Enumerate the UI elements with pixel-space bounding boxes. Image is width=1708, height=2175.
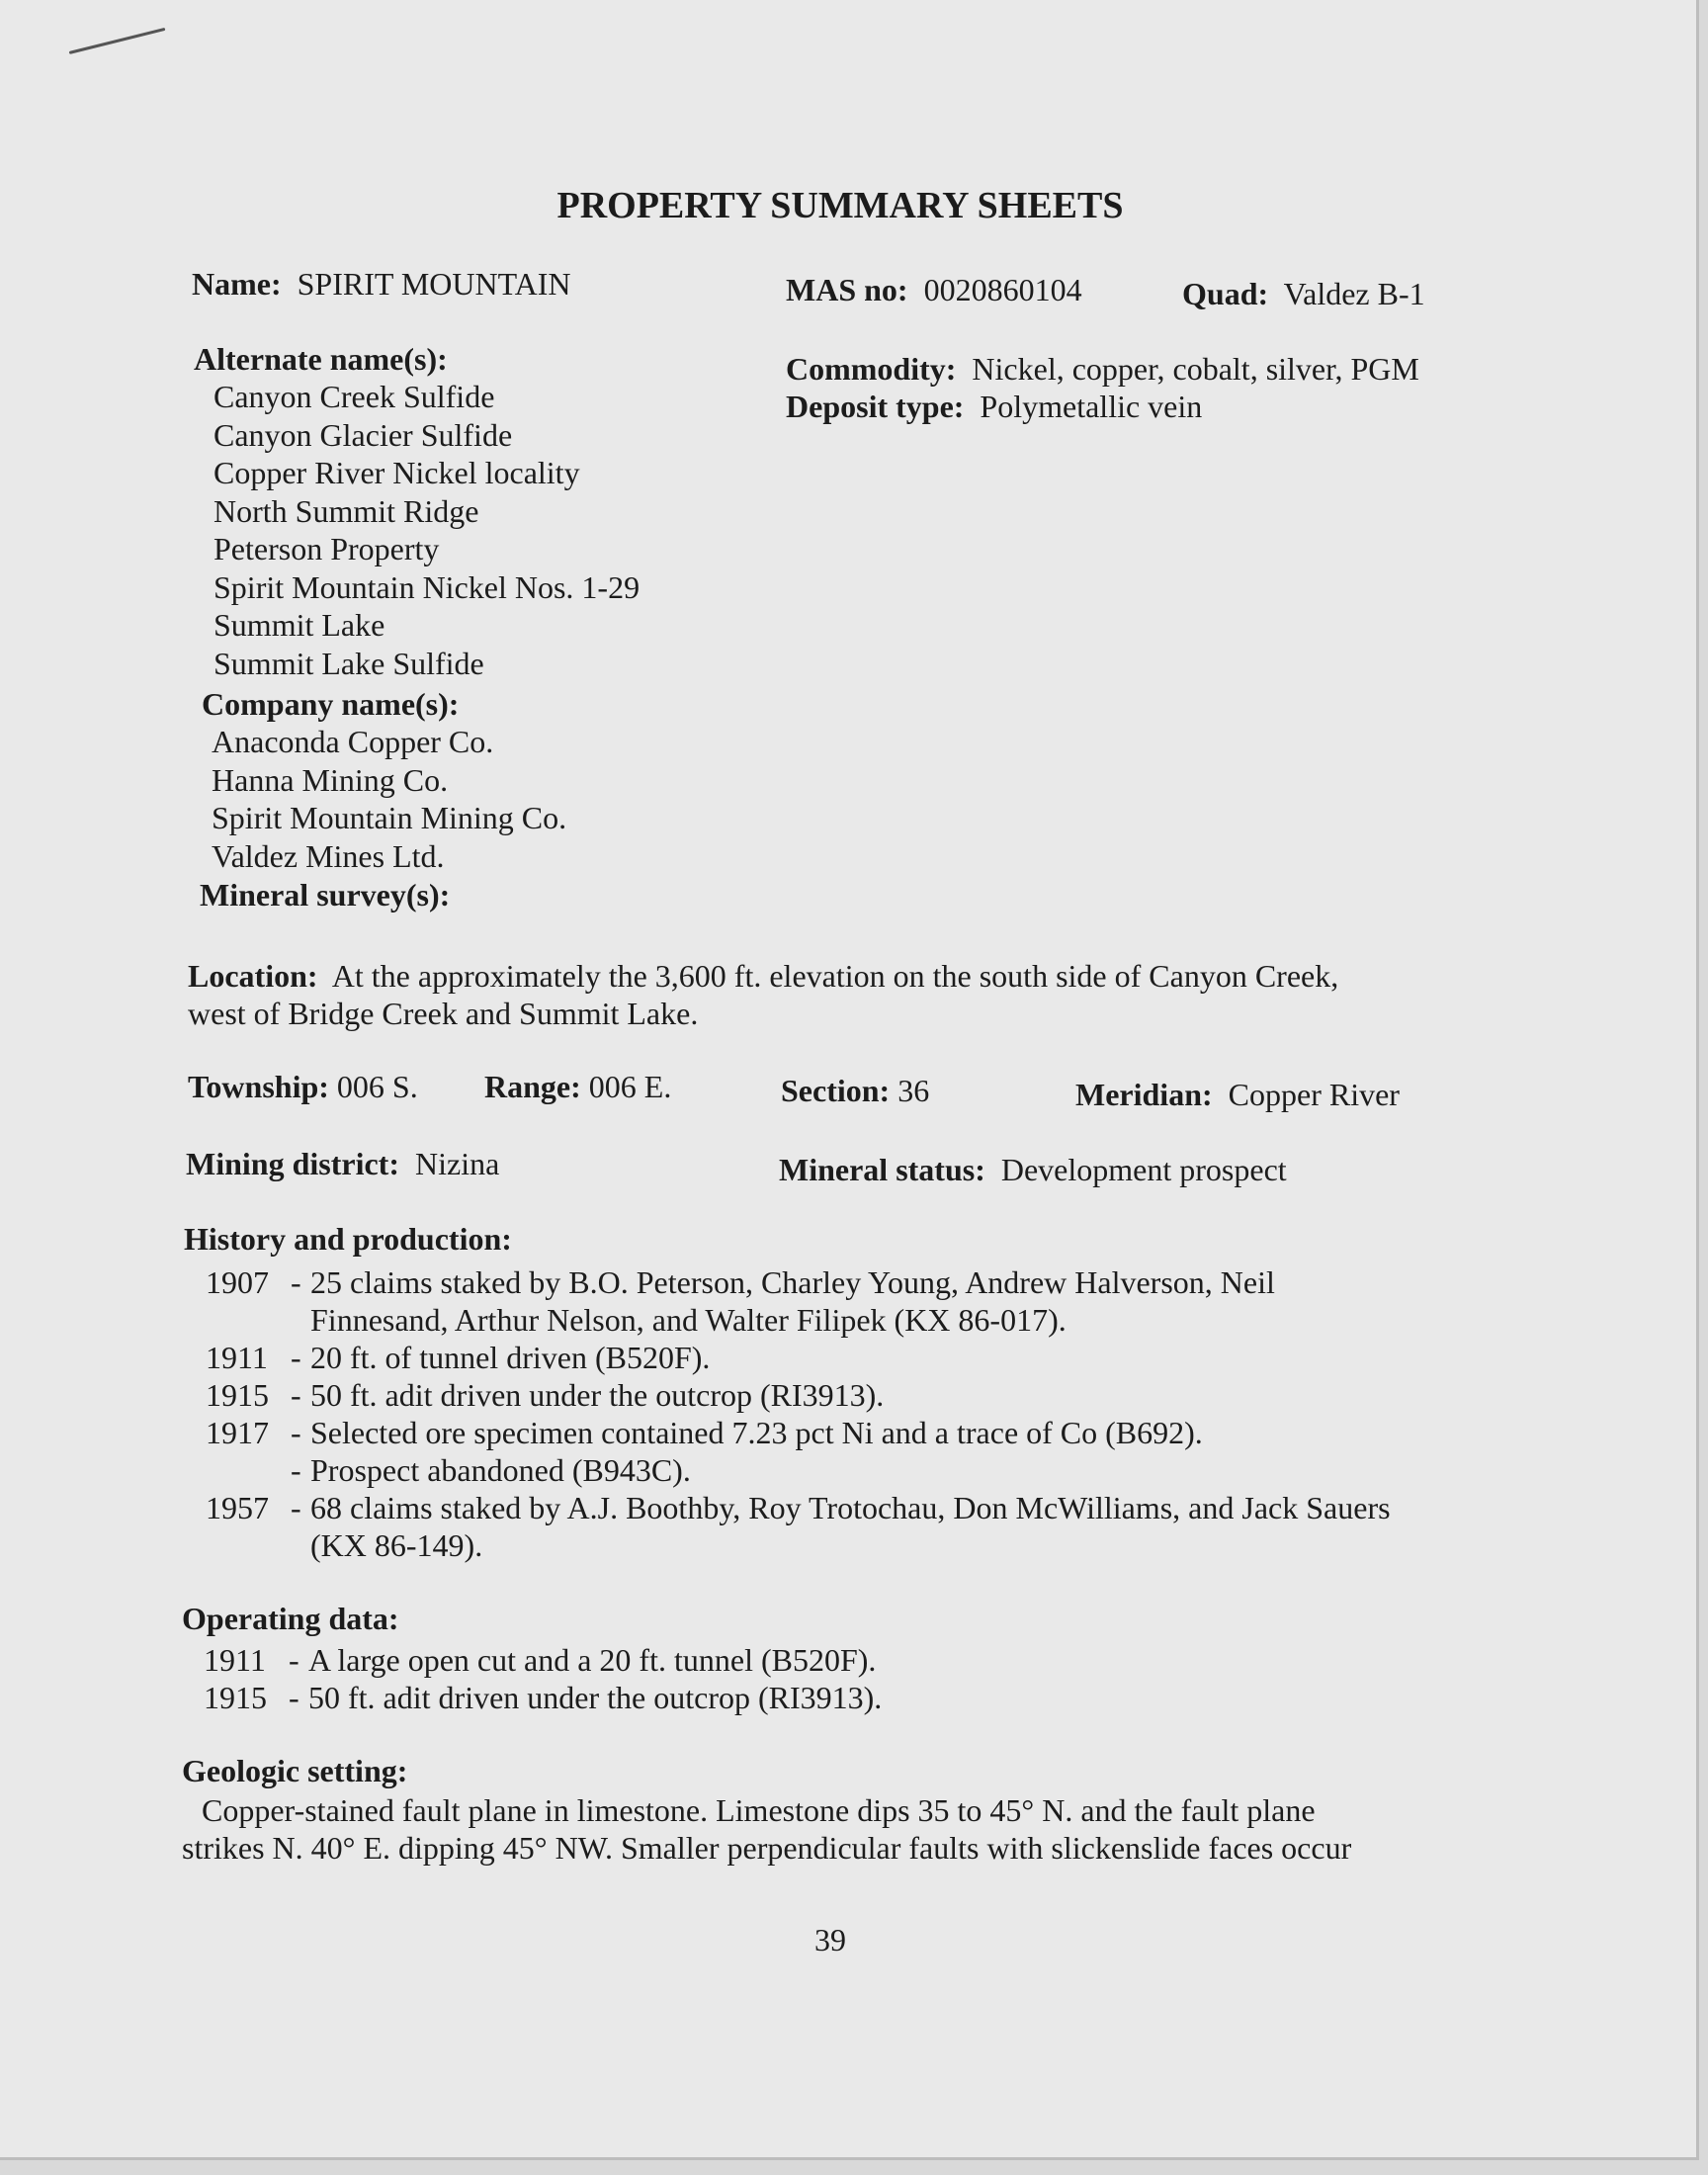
- history-entry-1917-b: - Prospect abandoned (B943C).: [291, 1452, 691, 1488]
- commodity-value: Nickel, copper, cobalt, silver, PGM: [972, 351, 1419, 387]
- page-number: 39: [814, 1922, 846, 1958]
- mas-value: 0020860104: [923, 272, 1082, 307]
- location-line-1: At the approximately the 3,600 ft. elevation on the south side of Canyon Creek,: [331, 958, 1339, 994]
- list-item: Copper River Nickel locality: [214, 455, 580, 490]
- history-list: [206, 1263, 1391, 1564]
- geologic-text: [182, 1791, 1351, 1867]
- list-item: Anaconda Copper Co.: [212, 724, 494, 759]
- alternate-names-heading: Alternate name(s):: [194, 341, 448, 377]
- meridian-field: Meridian: Copper River: [1075, 1077, 1400, 1112]
- history-entry-1911: 1911 - 20 ft. of tunnel driven (B520F).: [206, 1340, 711, 1375]
- list-item: Summit Lake: [214, 607, 385, 643]
- list-item: Spirit Mountain Nickel Nos. 1-29: [214, 568, 640, 605]
- list-item: Canyon Creek Sulfide: [214, 379, 495, 414]
- operating-entry-1915: 1915 - 50 ft. adit driven under the outcrop (RI3913).: [204, 1680, 883, 1715]
- page-title: PROPERTY SUMMARY SHEETS: [556, 185, 1124, 226]
- mineral-survey-heading: Mineral survey(s):: [200, 877, 451, 913]
- history-entry-1917: 1917 - Selected ore specimen contained 7.23 pct Ni and a trace of Co (B692).: [206, 1415, 1203, 1450]
- mas-field: [786, 271, 1082, 308]
- deposit-type-field: [786, 388, 1202, 425]
- list-item: Spirit Mountain Mining Co.: [212, 800, 567, 835]
- history-heading: History and production:: [184, 1221, 512, 1257]
- list-item: Peterson Property: [214, 531, 440, 566]
- mining-district-field: Mining district: Nizina: [186, 1146, 500, 1181]
- location-line-2: west of Bridge Creek and Summit Lake.: [188, 996, 699, 1031]
- history-entry-1915: 1915 - 50 ft. adit driven under the outcrop (RI3913).: [206, 1377, 885, 1413]
- list-item: Summit Lake Sulfide: [214, 645, 484, 681]
- quad-field: [1182, 275, 1425, 312]
- name-field: [192, 265, 570, 303]
- commodity-field: [786, 350, 1419, 388]
- history-entry-1957: 1957 - 68 claims staked by A.J. Boothby, Roy Trotochau, Don McWilliams, and Jack Sauers (KX 86-149).: [206, 1490, 1391, 1563]
- name-value: SPIRIT MOUNTAIN: [297, 266, 571, 302]
- company-names-heading: Company name(s):: [202, 686, 460, 722]
- list-item: North Summit Ridge: [214, 492, 479, 529]
- history-entry-1907: 1907 - 25 claims staked by B.O. Peterson, Charley Young, Andrew Halverson, Neil Finnesand, Arthur Nelson, and Walter Filipek (KX 86-017).: [206, 1264, 1275, 1338]
- mineral-status-field: Mineral status: Development prospect: [779, 1152, 1287, 1187]
- deposit-type-value: Polymetallic vein: [980, 389, 1203, 424]
- commodity-label: Commodity:: [786, 351, 957, 387]
- list-item: Canyon Glacier Sulfide: [214, 416, 513, 453]
- location-label: Location:: [188, 958, 318, 994]
- list-item: Hanna Mining Co.: [212, 761, 449, 798]
- township-field: Township: 006 S.: [188, 1069, 418, 1104]
- quad-label: Quad:: [1182, 276, 1269, 311]
- operating-heading: Operating data:: [182, 1601, 399, 1636]
- name-label: Name:: [192, 266, 282, 302]
- geologic-heading: Geologic setting:: [182, 1753, 408, 1788]
- geologic-line-2: strikes N. 40° E. dipping 45° NW. Smaller perpendicular faults with slickenslide faces occur: [182, 1830, 1352, 1866]
- location-section: [188, 957, 1338, 1032]
- geologic-line-1: Copper-stained fault plane in limestone. Limestone dips 35 to 45° N. and the fault plane: [202, 1792, 1316, 1828]
- operating-list: [204, 1641, 882, 1716]
- quad-value: Valdez B-1: [1283, 276, 1425, 311]
- operating-entry-1911: 1911 - A large open cut and a 20 ft. tunnel (B520F).: [204, 1642, 877, 1678]
- alternate-names-list: [214, 378, 640, 682]
- pen-mark: [69, 28, 166, 54]
- section-field: Section: 36: [781, 1073, 930, 1108]
- deposit-type-label: Deposit type:: [786, 389, 965, 424]
- range-field: Range: 006 E.: [484, 1069, 672, 1104]
- mas-label: MAS no:: [786, 272, 908, 307]
- list-item: Valdez Mines Ltd.: [212, 837, 445, 874]
- company-names-list: [212, 723, 566, 875]
